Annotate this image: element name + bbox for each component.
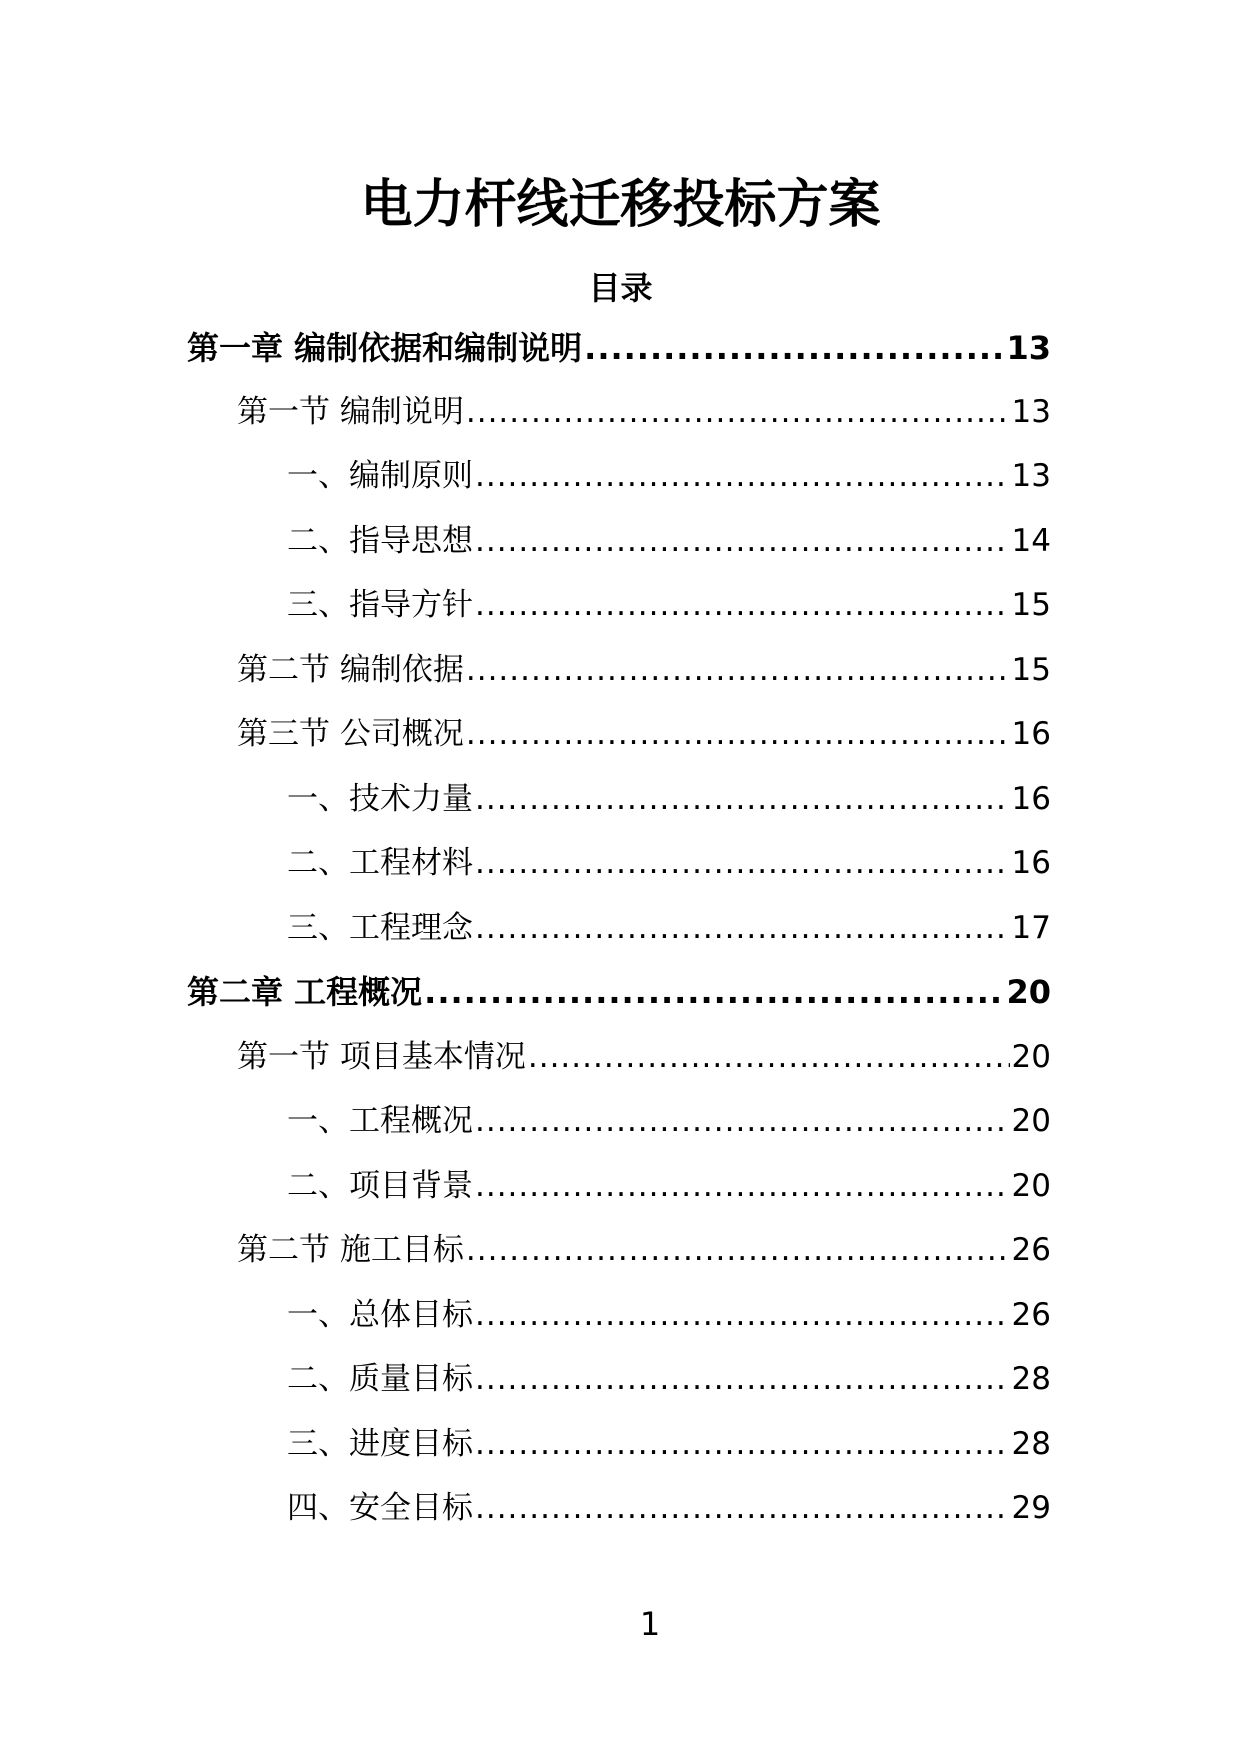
toc-entry[interactable] <box>287 1486 1051 1530</box>
toc-dot-leader <box>475 1099 1010 1143</box>
toc-entry-label: 一、工程概况 <box>287 1103 473 1139</box>
toc-dot-leader <box>475 583 1010 627</box>
toc-entry-page: 15 <box>1011 652 1051 688</box>
toc-entry-page: 14 <box>1011 523 1051 559</box>
toc-entry-label: 第二章 工程概况 <box>187 973 423 1011</box>
toc-dot-leader <box>466 1228 1010 1272</box>
toc-entry[interactable] <box>287 841 1051 885</box>
toc-entry-page: 16 <box>1011 845 1051 881</box>
toc-entry[interactable] <box>237 648 1051 692</box>
toc-dot-leader <box>475 1486 1010 1530</box>
toc-entry-label: 第二节 编制依据 <box>237 652 464 688</box>
toc-entry[interactable] <box>287 583 1051 627</box>
toc-dot-leader <box>466 648 1010 692</box>
toc-entry-page: 20 <box>1011 1103 1051 1139</box>
toc-entry[interactable] <box>237 1035 1051 1079</box>
toc-entry-page: 13 <box>1006 329 1051 367</box>
toc-entry-label: 第一节 编制说明 <box>237 394 464 430</box>
toc-dot-leader <box>475 1422 1010 1466</box>
toc-entry-page: 26 <box>1011 1297 1051 1333</box>
document-title: 电力杆线迁移投标方案 <box>360 175 881 235</box>
toc-dot-leader <box>475 777 1010 821</box>
toc-entry-page: 15 <box>1011 587 1051 623</box>
toc-entry[interactable] <box>287 906 1051 950</box>
toc-entry-page: 20 <box>1011 1039 1051 1075</box>
toc-entry[interactable] <box>287 519 1051 563</box>
toc-entry-page: 13 <box>1011 394 1051 430</box>
toc-entry-page: 13 <box>1011 458 1051 494</box>
toc-dot-leader <box>466 712 1010 756</box>
toc-entry-label: 二、指导思想 <box>287 523 473 559</box>
toc-heading: 目录 <box>588 269 653 307</box>
toc-dot-leader <box>475 1293 1010 1337</box>
toc-entry-label: 二、项目背景 <box>287 1168 473 1204</box>
toc-entry-page: 26 <box>1011 1232 1051 1268</box>
toc-entry-label: 第二节 施工目标 <box>237 1232 464 1268</box>
toc-entry-page: 20 <box>1011 1168 1051 1204</box>
toc-entry[interactable] <box>287 777 1051 821</box>
toc-dot-leader <box>475 454 1010 498</box>
toc-entry-label: 第三节 公司概况 <box>237 716 464 752</box>
toc-entry[interactable] <box>237 712 1051 756</box>
toc-entry[interactable] <box>237 1228 1051 1272</box>
toc-entry-label: 一、技术力量 <box>287 781 473 817</box>
toc-dot-leader <box>528 1035 1010 1079</box>
toc-dot-leader <box>475 906 1010 950</box>
toc-entry-page: 20 <box>1006 973 1051 1011</box>
toc-entry[interactable] <box>287 1099 1051 1143</box>
toc-entry-page: 29 <box>1011 1490 1051 1526</box>
toc-entry-label: 三、进度目标 <box>287 1426 473 1462</box>
toc-entry-label: 三、指导方针 <box>287 587 473 623</box>
toc-entry[interactable] <box>287 1422 1051 1466</box>
toc-entry-label: 一、编制原则 <box>287 458 473 494</box>
toc-dot-leader <box>466 390 1010 434</box>
toc-entry[interactable] <box>287 1164 1051 1208</box>
toc-entry-label: 二、工程材料 <box>287 845 473 881</box>
toc-dot-leader <box>424 970 1004 1014</box>
toc-dot-leader <box>584 326 1004 370</box>
toc-entry[interactable] <box>287 454 1051 498</box>
toc-entry[interactable] <box>187 970 1051 1014</box>
toc-entry-label: 一、总体目标 <box>287 1297 473 1333</box>
toc-entry[interactable] <box>187 326 1051 370</box>
page-number: 1 <box>639 1605 661 1643</box>
toc-entry-label: 第一章 编制依据和编制说明 <box>187 329 583 367</box>
toc-entry-label: 第一节 项目基本情况 <box>237 1039 526 1075</box>
toc-entry-page: 16 <box>1011 716 1051 752</box>
toc-dot-leader <box>475 841 1010 885</box>
toc-entry[interactable] <box>287 1293 1051 1337</box>
toc-dot-leader <box>475 519 1010 563</box>
toc-dot-leader <box>475 1357 1010 1401</box>
toc-entry-label: 四、安全目标 <box>287 1490 473 1526</box>
toc-entry-label: 三、工程理念 <box>287 910 473 946</box>
toc-entry-page: 16 <box>1011 781 1051 817</box>
toc-entry-page: 17 <box>1011 910 1051 946</box>
toc-entry-label: 二、质量目标 <box>287 1361 473 1397</box>
toc-entry[interactable] <box>287 1357 1051 1401</box>
toc-entry-page: 28 <box>1011 1361 1051 1397</box>
toc-entry-page: 28 <box>1011 1426 1051 1462</box>
toc-dot-leader <box>475 1164 1010 1208</box>
toc-entry[interactable] <box>237 390 1051 434</box>
